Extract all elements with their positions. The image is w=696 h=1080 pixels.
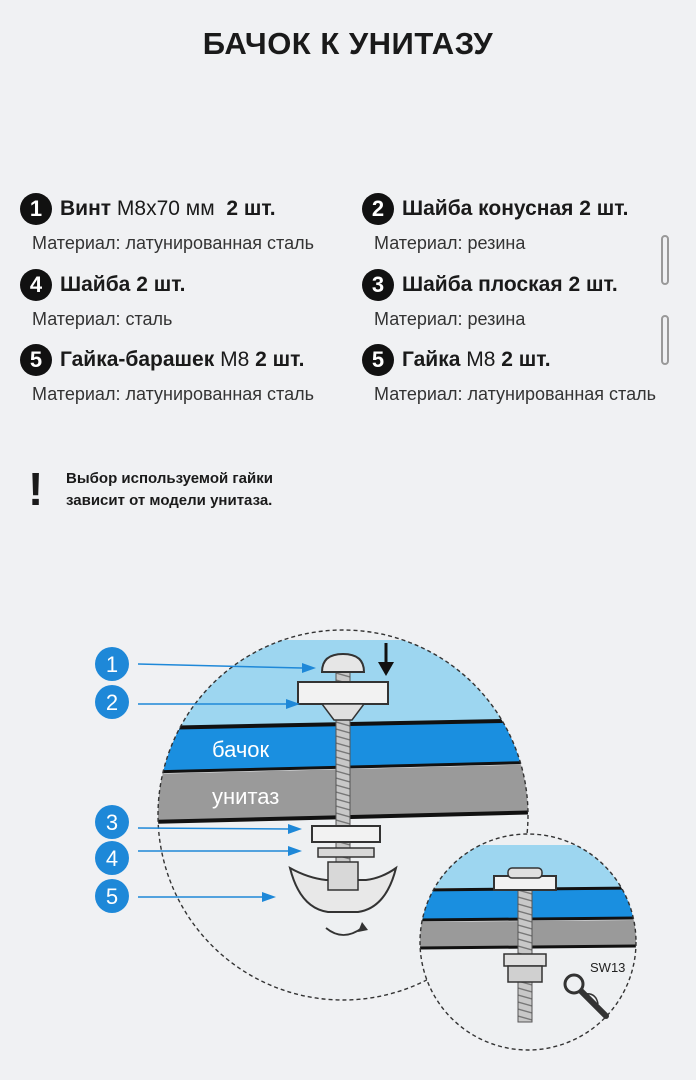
tank-label: бачок <box>212 737 270 762</box>
item-material: Материал: латунированная сталь <box>32 233 314 253</box>
flat-washer <box>312 826 380 842</box>
svg-text:4: 4 <box>105 846 119 871</box>
item-name: Шайба конусная <box>402 197 574 220</box>
svg-text:2: 2 <box>105 690 119 715</box>
item-qty: 2 шт. <box>226 197 276 220</box>
item-name: Винт <box>60 197 112 220</box>
item-name: Гайка-барашек <box>60 348 215 371</box>
item-spec: М8 <box>466 348 496 371</box>
warning-line-1: Выбор используемой гайки <box>66 470 273 487</box>
item-number: 5 <box>362 344 394 376</box>
item-number: 3 <box>362 269 394 301</box>
item-number: 5 <box>20 344 52 376</box>
item-spec: М8 <box>220 348 250 371</box>
exclamation-icon: ! <box>28 463 44 515</box>
item-qty: 2 шт. <box>255 348 305 371</box>
item-material: Материал: резина <box>374 233 526 253</box>
item-material: Материал: сталь <box>32 309 173 329</box>
svg-text:5: 5 <box>105 884 119 909</box>
item-material: Материал: латунированная сталь <box>374 384 656 404</box>
item-qty: 2 шт. <box>136 273 186 296</box>
item-material: Материал: резина <box>374 309 526 329</box>
wrench-size-label: SW13 <box>590 960 626 975</box>
steel-washer <box>318 848 374 857</box>
cone-washer <box>298 682 388 704</box>
item-name: Шайба плоская <box>402 273 563 296</box>
page-title: БАЧОК К УНИТАЗУ <box>202 26 494 61</box>
item-spec: М8х70 мм <box>116 197 215 220</box>
toilet-label: унитаз <box>212 784 280 809</box>
item-name: Гайка <box>402 348 461 371</box>
bolt-head <box>322 654 364 672</box>
item-number: 4 <box>20 269 52 301</box>
svg-text:1: 1 <box>105 652 119 677</box>
item-number: 2 <box>362 193 394 225</box>
item-qty: 2 шт. <box>568 273 618 296</box>
item-name: Шайба <box>60 273 131 296</box>
item-qty: 2 шт. <box>501 348 551 371</box>
item-material: Материал: латунированная сталь <box>32 384 314 404</box>
svg-text:3: 3 <box>105 810 119 835</box>
item-number: 1 <box>20 193 52 225</box>
item-qty: 2 шт. <box>579 197 629 220</box>
warning-line-2: зависит от модели унитаза. <box>66 492 273 509</box>
